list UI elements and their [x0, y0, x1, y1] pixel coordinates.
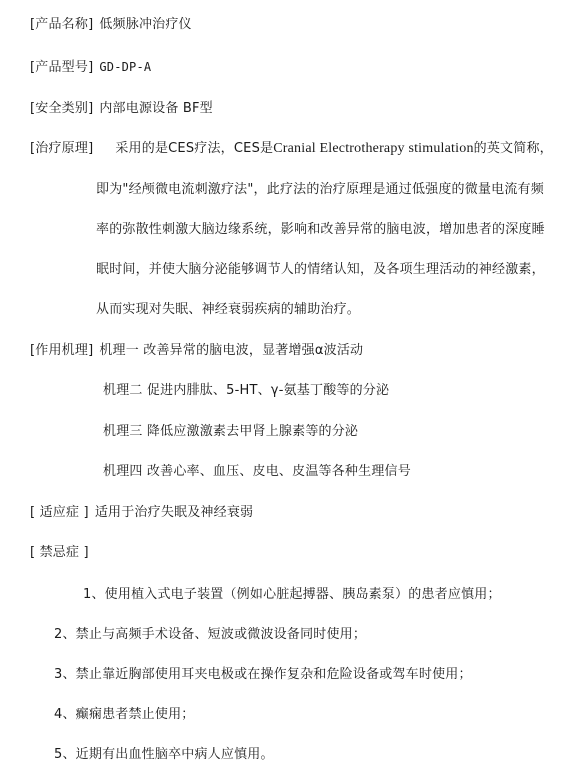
- product-name-row: [30, 16, 192, 34]
- principle-line-1a: 采用的是CES疗法，CES是: [115, 141, 274, 156]
- safety-class-label: [安全类别]: [30, 101, 94, 116]
- indication-row: [30, 504, 253, 522]
- contraindication-label: [ 禁忌症 ]: [30, 545, 89, 560]
- principle-line-1c: 的英文简称，: [473, 141, 553, 156]
- product-model-value: GD-DP-A: [99, 60, 152, 74]
- mechanism-item-3: 机理三 降低应激激素去甲肾上腺素等的分泌: [103, 424, 359, 439]
- principle-label: [治疗原理]: [30, 141, 94, 156]
- principle-line-5: 从而实现对失眠、神经衰弱疾病的辅助治疗。: [96, 302, 361, 317]
- mechanism-label: [作用机理]: [30, 343, 94, 358]
- principle-row: [30, 140, 553, 158]
- mechanism-item-2: 机理二 促进内腓肽、5-HT、γ-氨基丁酸等的分泌: [103, 383, 390, 398]
- mechanism-item-1: 机理一 改善异常的脑电波，显著增强α波活动: [99, 343, 364, 358]
- product-model-row: [30, 58, 151, 77]
- safety-class-value: 内部电源设备 BF型: [99, 101, 213, 116]
- product-model-label: [产品型号]: [30, 60, 94, 75]
- principle-line-4: 眠时间，并使大脑分泌能够调节人的情绪认知，及各项生理活动的神经激素，: [96, 262, 545, 277]
- indication-value: 适用于治疗失眠及神经衰弱: [94, 505, 254, 520]
- product-name-value: 低频脉冲治疗仪: [99, 17, 192, 32]
- contraindication-item-1: 1、使用植入式电子装置（例如心脏起搏器、胰岛素泵）的患者应慎用；: [83, 587, 501, 602]
- contraindication-item-4: 4、癫痫患者禁止使用；: [54, 707, 195, 722]
- principle-line-1b: Cranial Electrotherapy stimulation: [273, 141, 474, 156]
- contraindication-item-2: 2、禁止与高频手术设备、短波或微波设备同时使用；: [54, 627, 367, 642]
- indication-label: [ 适应症 ]: [30, 505, 89, 520]
- contraindication-item-5: 5、近期有出血性脑卒中病人应慎用。: [54, 747, 274, 762]
- principle-line-3: 率的弥散性刺激大脑边缘系统，影响和改善异常的脑电波，增加患者的深度睡: [96, 222, 545, 237]
- safety-class-row: [30, 100, 213, 118]
- principle-line-2: 即为"经颅微电流刺激疗法"，此疗法的治疗原理是通过低强度的微量电流有频: [96, 182, 544, 197]
- mechanism-row: [30, 342, 363, 360]
- mechanism-item-4: 机理四 改善心率、血压、皮电、皮温等各种生理信号: [103, 464, 411, 479]
- product-name-label: [产品名称]: [30, 17, 94, 32]
- contraindication-item-3: 3、禁止靠近胸部使用耳夹电极或在操作复杂和危险设备或驾车时使用；: [54, 667, 472, 682]
